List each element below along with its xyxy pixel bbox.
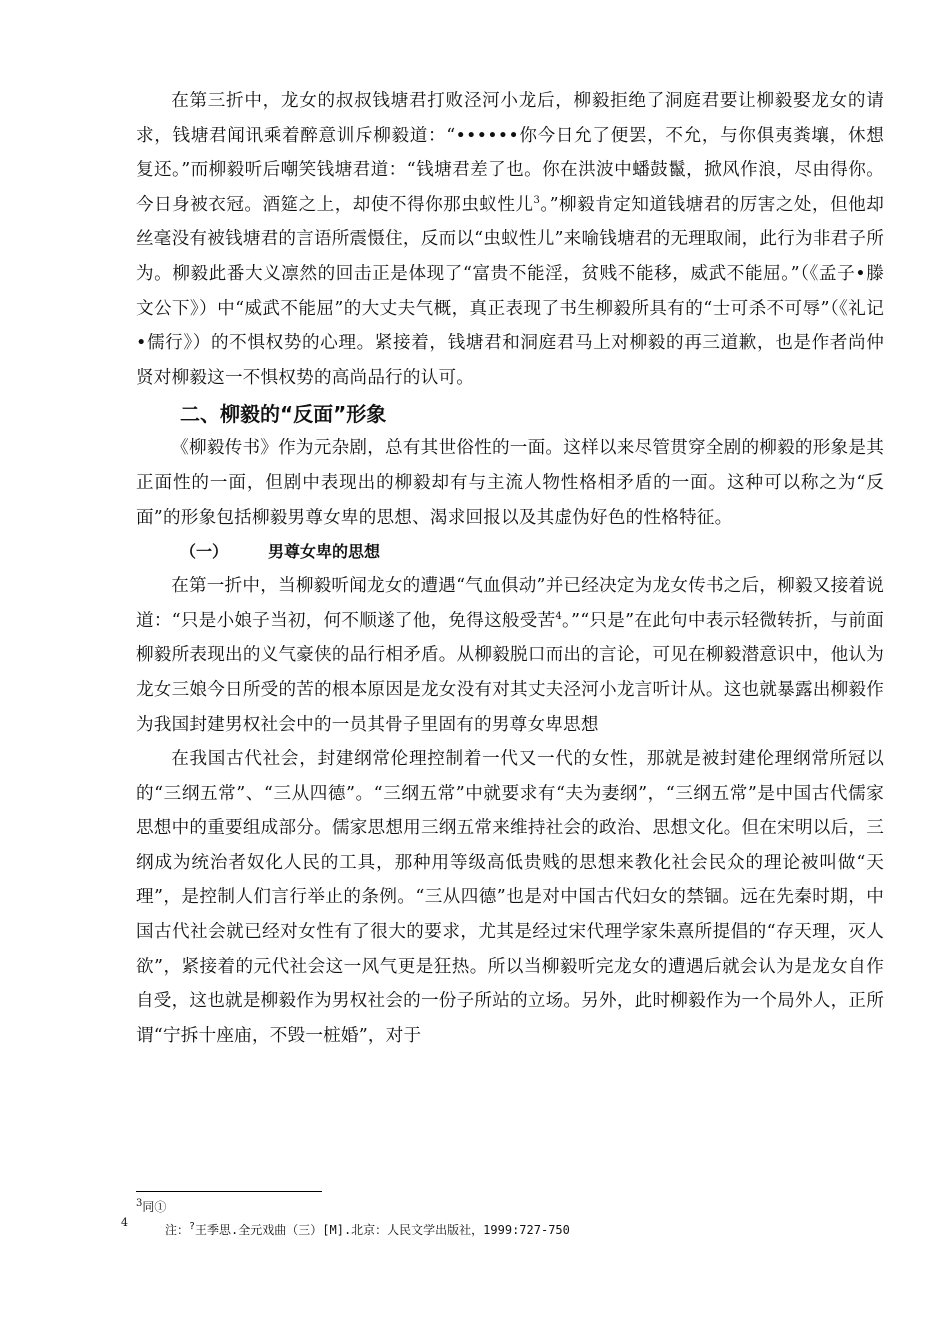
footnote-4 — [165, 1221, 570, 1238]
footnote-4-text: 王季思.全元戏曲（三）[M].北京：人民文学出版社，1999:727-750 — [195, 1223, 570, 1237]
paragraph-1 — [136, 84, 884, 395]
subsection-heading — [136, 535, 884, 569]
paragraph-2: 《柳毅传书》作为元杂剧，总有其世俗性的一面。这样以来尽管贯穿全剧的柳毅的形象是其正面性的一面，但剧中表现出的柳毅却有与主流人物性格相矛盾的一面。这种可以称之为“反面”的形象包括柳毅男尊女卑的思想、渴求回报以及其虚伪好色的性格特征。 — [136, 438, 884, 528]
paragraph-1-text-a: 在第三折中，龙女的叔叔钱塘君打败泾河小龙后，柳毅拒绝了洞庭君要让柳毅娶龙女的请求，钱塘君闻讯乘着醉意训斥柳毅道：“••••••你今日允了便罢，不允，与你俱夷粪壤，休想复还。”而柳毅听后嘲笑钱塘君道：“钱塘君差了也。你在洪波中蟠鼓鬣，掀风作浪，尽由得你。今日身被衣冠。酒筵之上，却使不得你那虫蚁性儿 — [136, 91, 884, 215]
footnote-ref-4[interactable]: 4 — [555, 610, 562, 622]
paragraph-1-text-b: 。”柳毅肯定知道钱塘君的厉害之处，但他却丝毫没有被钱塘君的言语所震慑住，反而以“虫蚁性儿”来喻钱塘君的无理取闹，此行为非君子所为。柳毅此番大义凛然的回击正是体现了“富贵不能淫，贫贱不能移，威武不能屈。”（《孟子•滕文公下》）中“威武不能屈”的大丈夫气概，真正表现了书生柳毅所具有的“士可杀不可辱”（《礼记•儒行》）的不惧权势的心理。紧接着，钱塘君和洞庭君马上对柳毅的再三道歉，也是作者尚仲贤对柳毅这一不惧权势的高尚品行的认可。 — [136, 194, 884, 388]
section-heading: 二、柳毅的“反面”形象 — [180, 402, 387, 427]
subsection-title: 男尊女卑的思想 — [268, 542, 381, 562]
paragraph-3-text-b: 。”“只是”在此句中表示轻微转折，与前面柳毅所表现出的义气豪侠的品行相矛盾。从柳毅脱口而出的言论，可见在柳毅潜意识中，他认为龙女三娘今日所受的苦的根本原因是龙女没有对其丈夫泾河小龙言听计从。这也就暴露出柳毅作为我国封建男权社会中的一员其骨子里固有的男尊女卑思想 — [136, 610, 885, 735]
body-text — [136, 84, 884, 1053]
footnote-ref-3[interactable]: 3 — [533, 194, 541, 206]
footnote-4-mark: ? — [189, 1221, 196, 1232]
subsection-number: （一） — [180, 542, 229, 562]
paragraph-3-text-a: 在第一折中，当柳毅听闻龙女的遭遇“气血俱动”并已经决定为龙女传书之后，柳毅又接着说道：“只是小娘子当初，何不顺遂了他，免得这般受苦 — [136, 576, 884, 631]
footnote-separator — [136, 1191, 322, 1192]
paragraph-4: 在我国古代社会，封建纲常伦理控制着一代又一代的女性，那就是被封建伦理纲常所冠以的“三纲五常”、“三从四德”。“三纲五常”中就要求有“夫为妻纲”，“三纲五常”是中国古代儒家思想中的重要组成部分。儒家思想用三纲五常来维持社会的政治、思想文化。但在宋明以后，三纲成为统治者奴化人民的工具，那种用等级高低贵贱的思想来教化社会民众的理论被叫做“天理”，是控制人们言行举止的条例。“三从四德”也是对中国古代妇女的禁锢。远在先秦时期，中国古代社会就已经对女性有了很大的要求，尤其是经过宋代理学家朱熹所提倡的“存天理，灭人欲”，紧接着的元代社会这一风气更是狂热。所以当柳毅听完龙女的遭遇后就会认为是龙女自作自受，这也就是柳毅作为男权社会的一份子所站的立场。另外，此时柳毅作为一个局外人，正所谓“宁拆十座庙，不毁一桩婚”，对于 — [136, 749, 884, 1046]
footnote-4-number: 4 — [121, 1216, 128, 1229]
footnote-3 — [136, 1198, 166, 1215]
footnote-3-number: 3 — [136, 1198, 143, 1209]
footnote-4-prefix: 注： — [165, 1223, 190, 1237]
paragraph-3 — [136, 569, 884, 742]
footnote-3-text: 同① — [142, 1200, 167, 1214]
